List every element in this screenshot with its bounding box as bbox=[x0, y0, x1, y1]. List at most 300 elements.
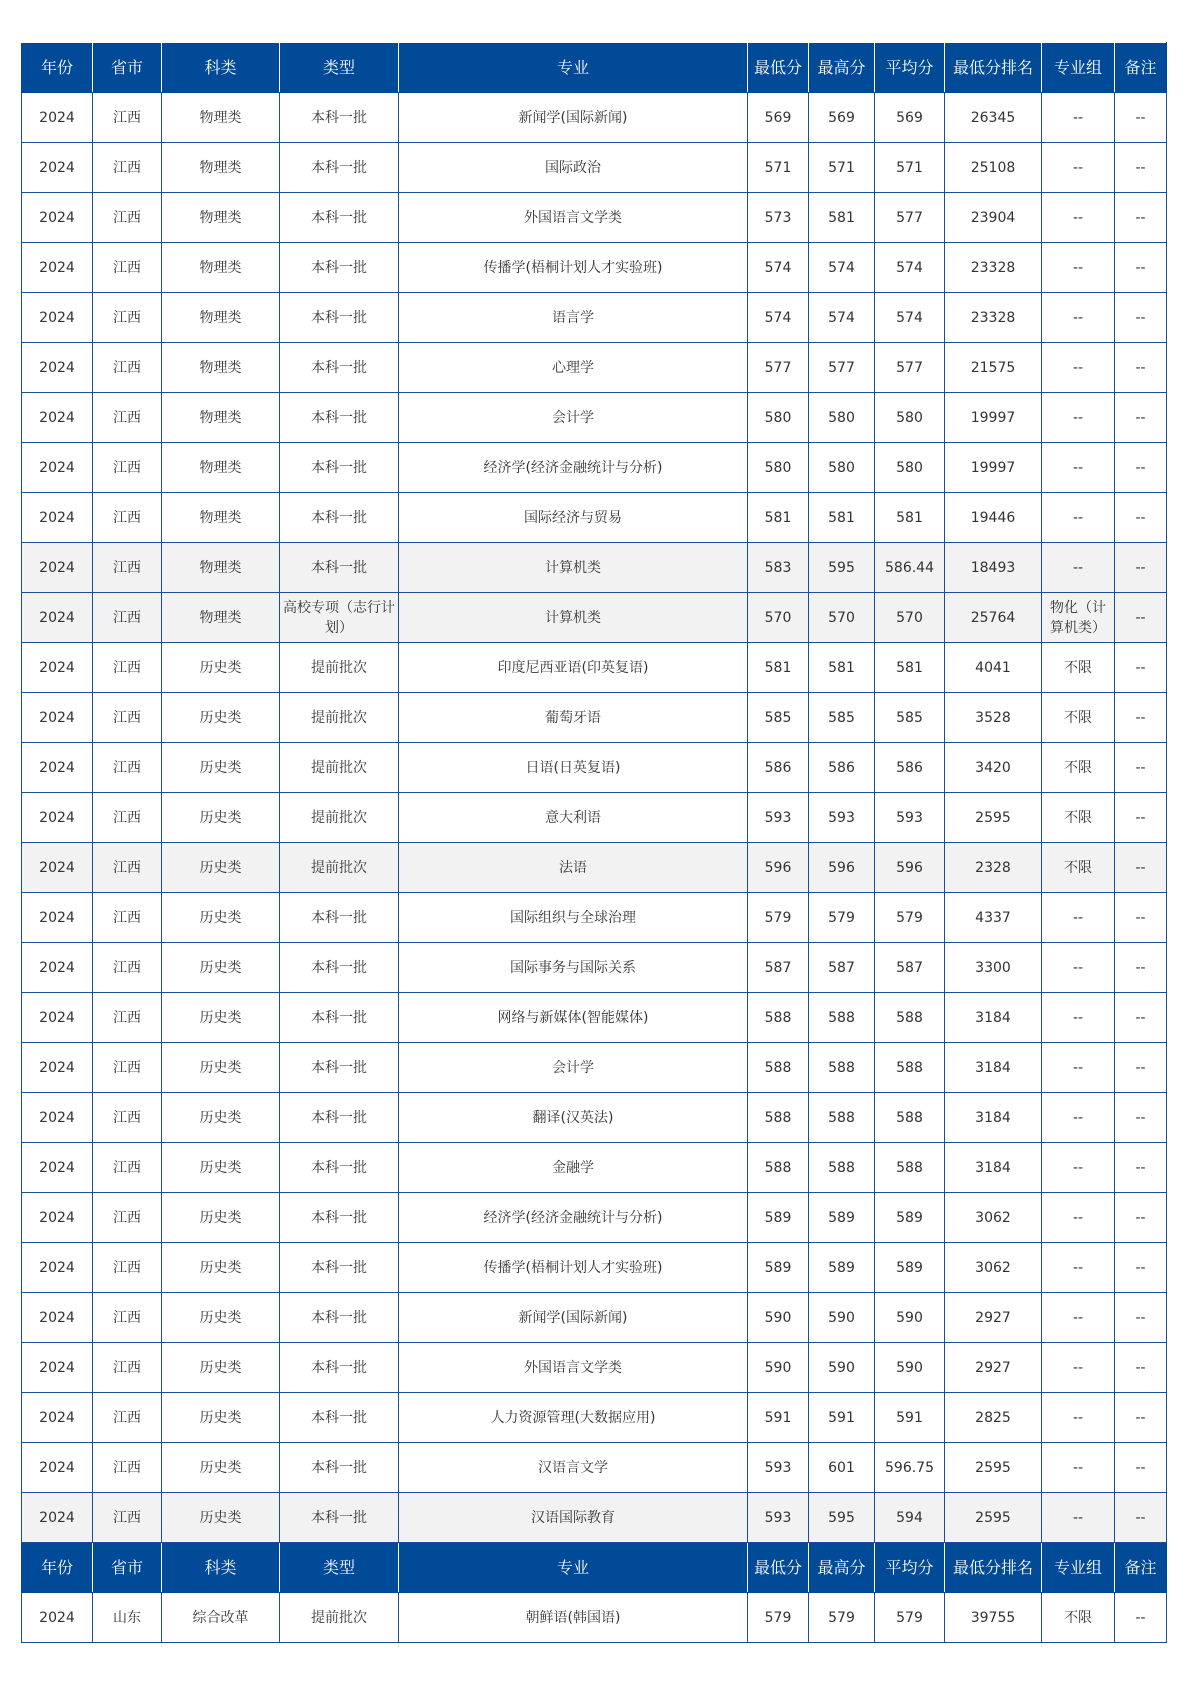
cell-major-group: -- bbox=[1042, 1343, 1115, 1393]
cell-max-score: 581 bbox=[809, 193, 875, 243]
column-header-major: 专业 bbox=[399, 1543, 748, 1593]
cell-major-group: -- bbox=[1042, 193, 1115, 243]
cell-batch: 本科一批 bbox=[280, 993, 399, 1043]
table-row bbox=[22, 1443, 1167, 1493]
cell-remarks: -- bbox=[1115, 843, 1167, 893]
cell-major-group: -- bbox=[1042, 493, 1115, 543]
cell-major-group: -- bbox=[1042, 1143, 1115, 1193]
cell-min-rank: 23328 bbox=[945, 243, 1042, 293]
cell-avg-score: 589 bbox=[875, 1243, 945, 1293]
cell-batch: 提前批次 bbox=[280, 793, 399, 843]
cell-remarks: -- bbox=[1115, 1443, 1167, 1493]
cell-subject: 历史类 bbox=[162, 693, 280, 743]
cell-min-score: 593 bbox=[748, 1443, 809, 1493]
cell-avg-score: 577 bbox=[875, 193, 945, 243]
table-row bbox=[22, 1093, 1167, 1143]
cell-major: 语言学 bbox=[399, 293, 748, 343]
cell-avg-score: 588 bbox=[875, 1043, 945, 1093]
cell-year: 2024 bbox=[22, 1093, 93, 1143]
cell-batch: 本科一批 bbox=[280, 1043, 399, 1093]
cell-min-score: 588 bbox=[748, 1143, 809, 1193]
cell-province: 江西 bbox=[93, 143, 162, 193]
table-row bbox=[22, 293, 1167, 343]
cell-subject: 历史类 bbox=[162, 1243, 280, 1293]
cell-remarks: -- bbox=[1115, 1143, 1167, 1193]
cell-province: 江西 bbox=[93, 1493, 162, 1543]
cell-min-rank: 3184 bbox=[945, 1093, 1042, 1143]
cell-major-group: -- bbox=[1042, 943, 1115, 993]
cell-min-score: 579 bbox=[748, 1593, 809, 1643]
column-header-province: 省市 bbox=[93, 1543, 162, 1593]
cell-major: 外国语言文学类 bbox=[399, 193, 748, 243]
cell-major-group: -- bbox=[1042, 293, 1115, 343]
cell-batch: 本科一批 bbox=[280, 443, 399, 493]
cell-province: 江西 bbox=[93, 843, 162, 893]
cell-avg-score: 586 bbox=[875, 743, 945, 793]
cell-max-score: 580 bbox=[809, 443, 875, 493]
cell-major: 传播学(梧桐计划人才实验班) bbox=[399, 1243, 748, 1293]
cell-year: 2024 bbox=[22, 693, 93, 743]
cell-year: 2024 bbox=[22, 393, 93, 443]
column-header-subject: 科类 bbox=[162, 43, 280, 93]
table-row bbox=[22, 1343, 1167, 1393]
cell-province: 江西 bbox=[93, 1393, 162, 1443]
admission-scores-table bbox=[21, 42, 1167, 1643]
cell-year: 2024 bbox=[22, 943, 93, 993]
cell-remarks: -- bbox=[1115, 693, 1167, 743]
table-row bbox=[22, 1043, 1167, 1093]
cell-major: 网络与新媒体(智能媒体) bbox=[399, 993, 748, 1043]
cell-subject: 历史类 bbox=[162, 1193, 280, 1243]
cell-remarks: -- bbox=[1115, 1343, 1167, 1393]
cell-avg-score: 570 bbox=[875, 593, 945, 643]
cell-avg-score: 588 bbox=[875, 1093, 945, 1143]
cell-major-group: -- bbox=[1042, 343, 1115, 393]
cell-major: 国际组织与全球治理 bbox=[399, 893, 748, 943]
cell-year: 2024 bbox=[22, 993, 93, 1043]
cell-major: 朝鲜语(韩国语) bbox=[399, 1593, 748, 1643]
cell-province: 江西 bbox=[93, 743, 162, 793]
cell-year: 2024 bbox=[22, 443, 93, 493]
cell-major-group: 不限 bbox=[1042, 793, 1115, 843]
cell-min-score: 580 bbox=[748, 393, 809, 443]
table-row bbox=[22, 93, 1167, 143]
cell-batch: 本科一批 bbox=[280, 893, 399, 943]
cell-major: 计算机类 bbox=[399, 543, 748, 593]
cell-min-rank: 3300 bbox=[945, 943, 1042, 993]
cell-province: 江西 bbox=[93, 1043, 162, 1093]
cell-major: 人力资源管理(大数据应用) bbox=[399, 1393, 748, 1443]
cell-min-rank: 3062 bbox=[945, 1193, 1042, 1243]
cell-province: 江西 bbox=[93, 1443, 162, 1493]
cell-major-group: -- bbox=[1042, 393, 1115, 443]
cell-batch: 本科一批 bbox=[280, 1143, 399, 1193]
cell-year: 2024 bbox=[22, 1293, 93, 1343]
cell-max-score: 580 bbox=[809, 393, 875, 443]
cell-min-score: 587 bbox=[748, 943, 809, 993]
column-header-major-group: 专业组 bbox=[1042, 1543, 1115, 1593]
cell-batch: 本科一批 bbox=[280, 243, 399, 293]
column-header-min-rank: 最低分排名 bbox=[945, 43, 1042, 93]
table-header-row bbox=[22, 1543, 1167, 1593]
column-header-year: 年份 bbox=[22, 43, 93, 93]
cell-batch: 本科一批 bbox=[280, 1493, 399, 1543]
cell-remarks: -- bbox=[1115, 793, 1167, 843]
cell-min-rank: 19997 bbox=[945, 393, 1042, 443]
cell-major: 新闻学(国际新闻) bbox=[399, 93, 748, 143]
cell-min-score: 596 bbox=[748, 843, 809, 893]
cell-batch: 高校专项（志行计划） bbox=[280, 593, 399, 643]
cell-major: 经济学(经济金融统计与分析) bbox=[399, 443, 748, 493]
cell-year: 2024 bbox=[22, 193, 93, 243]
cell-major: 印度尼西亚语(印英复语) bbox=[399, 643, 748, 693]
cell-max-score: 574 bbox=[809, 293, 875, 343]
cell-remarks: -- bbox=[1115, 943, 1167, 993]
cell-province: 江西 bbox=[93, 93, 162, 143]
cell-remarks: -- bbox=[1115, 293, 1167, 343]
cell-min-score: 573 bbox=[748, 193, 809, 243]
table-row bbox=[22, 443, 1167, 493]
cell-max-score: 588 bbox=[809, 1093, 875, 1143]
cell-year: 2024 bbox=[22, 493, 93, 543]
cell-min-score: 569 bbox=[748, 93, 809, 143]
cell-major: 金融学 bbox=[399, 1143, 748, 1193]
column-header-min-score: 最低分 bbox=[748, 1543, 809, 1593]
cell-min-rank: 23904 bbox=[945, 193, 1042, 243]
column-header-major-group: 专业组 bbox=[1042, 43, 1115, 93]
cell-major: 会计学 bbox=[399, 1043, 748, 1093]
cell-province: 山东 bbox=[93, 1593, 162, 1643]
cell-min-score: 585 bbox=[748, 693, 809, 743]
cell-remarks: -- bbox=[1115, 1593, 1167, 1643]
cell-remarks: -- bbox=[1115, 243, 1167, 293]
cell-major: 心理学 bbox=[399, 343, 748, 393]
cell-min-score: 581 bbox=[748, 493, 809, 543]
table-row bbox=[22, 1593, 1167, 1643]
cell-major-group: -- bbox=[1042, 993, 1115, 1043]
cell-subject: 历史类 bbox=[162, 843, 280, 893]
column-header-province: 省市 bbox=[93, 43, 162, 93]
cell-max-score: 588 bbox=[809, 993, 875, 1043]
column-header-avg-score: 平均分 bbox=[875, 1543, 945, 1593]
cell-major: 汉语言文学 bbox=[399, 1443, 748, 1493]
cell-subject: 历史类 bbox=[162, 1093, 280, 1143]
cell-avg-score: 574 bbox=[875, 243, 945, 293]
cell-max-score: 595 bbox=[809, 1493, 875, 1543]
cell-major-group: -- bbox=[1042, 93, 1115, 143]
cell-max-score: 579 bbox=[809, 893, 875, 943]
cell-max-score: 587 bbox=[809, 943, 875, 993]
table-row bbox=[22, 1243, 1167, 1293]
cell-min-rank: 19997 bbox=[945, 443, 1042, 493]
cell-year: 2024 bbox=[22, 1393, 93, 1443]
cell-province: 江西 bbox=[93, 193, 162, 243]
cell-max-score: 586 bbox=[809, 743, 875, 793]
table-row bbox=[22, 793, 1167, 843]
table-row bbox=[22, 943, 1167, 993]
cell-subject: 物理类 bbox=[162, 443, 280, 493]
cell-major-group: -- bbox=[1042, 1443, 1115, 1493]
cell-avg-score: 596 bbox=[875, 843, 945, 893]
cell-min-rank: 2328 bbox=[945, 843, 1042, 893]
cell-batch: 本科一批 bbox=[280, 1343, 399, 1393]
cell-major: 会计学 bbox=[399, 393, 748, 443]
cell-remarks: -- bbox=[1115, 1393, 1167, 1443]
cell-avg-score: 580 bbox=[875, 393, 945, 443]
cell-major-group: 不限 bbox=[1042, 1593, 1115, 1643]
cell-year: 2024 bbox=[22, 1143, 93, 1193]
cell-avg-score: 579 bbox=[875, 893, 945, 943]
cell-major: 国际经济与贸易 bbox=[399, 493, 748, 543]
cell-subject: 物理类 bbox=[162, 543, 280, 593]
cell-batch: 本科一批 bbox=[280, 93, 399, 143]
cell-subject: 历史类 bbox=[162, 1293, 280, 1343]
cell-major: 新闻学(国际新闻) bbox=[399, 1293, 748, 1343]
cell-min-score: 580 bbox=[748, 443, 809, 493]
cell-min-rank: 39755 bbox=[945, 1593, 1042, 1643]
cell-subject: 综合改革 bbox=[162, 1593, 280, 1643]
cell-province: 江西 bbox=[93, 443, 162, 493]
cell-province: 江西 bbox=[93, 943, 162, 993]
cell-min-rank: 2595 bbox=[945, 793, 1042, 843]
cell-subject: 物理类 bbox=[162, 243, 280, 293]
cell-min-rank: 3528 bbox=[945, 693, 1042, 743]
cell-major-group: 不限 bbox=[1042, 843, 1115, 893]
cell-remarks: -- bbox=[1115, 393, 1167, 443]
cell-subject: 历史类 bbox=[162, 643, 280, 693]
column-header-min-score: 最低分 bbox=[748, 43, 809, 93]
cell-major: 意大利语 bbox=[399, 793, 748, 843]
cell-avg-score: 579 bbox=[875, 1593, 945, 1643]
cell-min-score: 574 bbox=[748, 293, 809, 343]
cell-avg-score: 587 bbox=[875, 943, 945, 993]
cell-remarks: -- bbox=[1115, 1493, 1167, 1543]
cell-remarks: -- bbox=[1115, 443, 1167, 493]
cell-year: 2024 bbox=[22, 793, 93, 843]
cell-min-score: 590 bbox=[748, 1343, 809, 1393]
cell-max-score: 579 bbox=[809, 1593, 875, 1643]
cell-major-group: -- bbox=[1042, 1043, 1115, 1093]
cell-subject: 物理类 bbox=[162, 343, 280, 393]
cell-province: 江西 bbox=[93, 643, 162, 693]
cell-year: 2024 bbox=[22, 1343, 93, 1393]
cell-province: 江西 bbox=[93, 343, 162, 393]
cell-batch: 本科一批 bbox=[280, 143, 399, 193]
cell-max-score: 589 bbox=[809, 1243, 875, 1293]
cell-remarks: -- bbox=[1115, 143, 1167, 193]
table-row bbox=[22, 193, 1167, 243]
cell-max-score: 590 bbox=[809, 1343, 875, 1393]
cell-year: 2024 bbox=[22, 1243, 93, 1293]
cell-remarks: -- bbox=[1115, 493, 1167, 543]
table-row bbox=[22, 143, 1167, 193]
cell-min-score: 583 bbox=[748, 543, 809, 593]
cell-batch: 提前批次 bbox=[280, 843, 399, 893]
cell-subject: 物理类 bbox=[162, 143, 280, 193]
cell-province: 江西 bbox=[93, 793, 162, 843]
cell-avg-score: 588 bbox=[875, 1143, 945, 1193]
cell-subject: 历史类 bbox=[162, 1343, 280, 1393]
cell-min-rank: 4041 bbox=[945, 643, 1042, 693]
column-header-subject: 科类 bbox=[162, 1543, 280, 1593]
table-row bbox=[22, 693, 1167, 743]
cell-year: 2024 bbox=[22, 843, 93, 893]
cell-major-group: 不限 bbox=[1042, 643, 1115, 693]
cell-min-score: 589 bbox=[748, 1193, 809, 1243]
cell-major: 葡萄牙语 bbox=[399, 693, 748, 743]
cell-year: 2024 bbox=[22, 1443, 93, 1493]
column-header-batch: 类型 bbox=[280, 43, 399, 93]
cell-batch: 提前批次 bbox=[280, 643, 399, 693]
cell-remarks: -- bbox=[1115, 743, 1167, 793]
table-row bbox=[22, 393, 1167, 443]
cell-min-score: 574 bbox=[748, 243, 809, 293]
column-header-min-rank: 最低分排名 bbox=[945, 1543, 1042, 1593]
cell-avg-score: 589 bbox=[875, 1193, 945, 1243]
cell-year: 2024 bbox=[22, 1493, 93, 1543]
cell-major: 国际事务与国际关系 bbox=[399, 943, 748, 993]
cell-batch: 本科一批 bbox=[280, 1093, 399, 1143]
cell-province: 江西 bbox=[93, 293, 162, 343]
cell-remarks: -- bbox=[1115, 343, 1167, 393]
cell-max-score: 595 bbox=[809, 543, 875, 593]
cell-min-score: 570 bbox=[748, 593, 809, 643]
table-row bbox=[22, 593, 1167, 643]
cell-major-group: 物化（计算机类） bbox=[1042, 593, 1115, 643]
cell-major: 国际政治 bbox=[399, 143, 748, 193]
cell-avg-score: 581 bbox=[875, 493, 945, 543]
cell-major: 传播学(梧桐计划人才实验班) bbox=[399, 243, 748, 293]
cell-max-score: 571 bbox=[809, 143, 875, 193]
cell-min-rank: 2927 bbox=[945, 1343, 1042, 1393]
cell-major-group: 不限 bbox=[1042, 693, 1115, 743]
cell-major-group: -- bbox=[1042, 1193, 1115, 1243]
cell-subject: 历史类 bbox=[162, 943, 280, 993]
cell-major: 汉语国际教育 bbox=[399, 1493, 748, 1543]
cell-min-score: 571 bbox=[748, 143, 809, 193]
cell-major-group: -- bbox=[1042, 1293, 1115, 1343]
cell-major: 计算机类 bbox=[399, 593, 748, 643]
cell-major-group: -- bbox=[1042, 443, 1115, 493]
cell-remarks: -- bbox=[1115, 643, 1167, 693]
cell-batch: 本科一批 bbox=[280, 943, 399, 993]
cell-min-rank: 21575 bbox=[945, 343, 1042, 393]
cell-year: 2024 bbox=[22, 93, 93, 143]
cell-major-group: -- bbox=[1042, 1093, 1115, 1143]
cell-batch: 本科一批 bbox=[280, 1443, 399, 1493]
column-header-major: 专业 bbox=[399, 43, 748, 93]
cell-remarks: -- bbox=[1115, 193, 1167, 243]
cell-avg-score: 586.44 bbox=[875, 543, 945, 593]
cell-max-score: 581 bbox=[809, 643, 875, 693]
column-header-remarks: 备注 bbox=[1115, 43, 1167, 93]
table-row bbox=[22, 993, 1167, 1043]
cell-major: 外国语言文学类 bbox=[399, 1343, 748, 1393]
cell-min-rank: 25108 bbox=[945, 143, 1042, 193]
cell-year: 2024 bbox=[22, 643, 93, 693]
cell-subject: 历史类 bbox=[162, 793, 280, 843]
cell-province: 江西 bbox=[93, 1243, 162, 1293]
cell-avg-score: 594 bbox=[875, 1493, 945, 1543]
cell-min-rank: 2595 bbox=[945, 1493, 1042, 1543]
cell-major-group: -- bbox=[1042, 543, 1115, 593]
cell-batch: 本科一批 bbox=[280, 493, 399, 543]
cell-min-rank: 19446 bbox=[945, 493, 1042, 543]
table-row bbox=[22, 1143, 1167, 1193]
cell-major: 经济学(经济金融统计与分析) bbox=[399, 1193, 748, 1243]
cell-subject: 历史类 bbox=[162, 1443, 280, 1493]
cell-remarks: -- bbox=[1115, 1293, 1167, 1343]
table-row bbox=[22, 343, 1167, 393]
cell-min-score: 588 bbox=[748, 1043, 809, 1093]
cell-remarks: -- bbox=[1115, 1243, 1167, 1293]
cell-subject: 物理类 bbox=[162, 93, 280, 143]
cell-batch: 本科一批 bbox=[280, 543, 399, 593]
cell-province: 江西 bbox=[93, 1093, 162, 1143]
cell-major-group: -- bbox=[1042, 243, 1115, 293]
cell-avg-score: 571 bbox=[875, 143, 945, 193]
cell-min-rank: 26345 bbox=[945, 93, 1042, 143]
cell-year: 2024 bbox=[22, 343, 93, 393]
cell-avg-score: 590 bbox=[875, 1343, 945, 1393]
cell-batch: 提前批次 bbox=[280, 693, 399, 743]
cell-min-rank: 25764 bbox=[945, 593, 1042, 643]
cell-year: 2024 bbox=[22, 293, 93, 343]
table-row bbox=[22, 643, 1167, 693]
cell-subject: 历史类 bbox=[162, 1493, 280, 1543]
cell-remarks: -- bbox=[1115, 543, 1167, 593]
cell-avg-score: 591 bbox=[875, 1393, 945, 1443]
table-row bbox=[22, 543, 1167, 593]
cell-min-rank: 3420 bbox=[945, 743, 1042, 793]
cell-province: 江西 bbox=[93, 393, 162, 443]
cell-min-rank: 3184 bbox=[945, 993, 1042, 1043]
table-row bbox=[22, 243, 1167, 293]
cell-province: 江西 bbox=[93, 1193, 162, 1243]
cell-max-score: 585 bbox=[809, 693, 875, 743]
table-row bbox=[22, 843, 1167, 893]
cell-province: 江西 bbox=[93, 893, 162, 943]
cell-min-rank: 2927 bbox=[945, 1293, 1042, 1343]
cell-max-score: 588 bbox=[809, 1143, 875, 1193]
cell-major-group: 不限 bbox=[1042, 743, 1115, 793]
cell-major-group: -- bbox=[1042, 143, 1115, 193]
cell-province: 江西 bbox=[93, 693, 162, 743]
cell-max-score: 577 bbox=[809, 343, 875, 393]
cell-batch: 本科一批 bbox=[280, 1243, 399, 1293]
table-row bbox=[22, 893, 1167, 943]
cell-avg-score: 585 bbox=[875, 693, 945, 743]
cell-batch: 本科一批 bbox=[280, 1393, 399, 1443]
cell-year: 2024 bbox=[22, 1043, 93, 1093]
cell-remarks: -- bbox=[1115, 893, 1167, 943]
cell-max-score: 581 bbox=[809, 493, 875, 543]
cell-subject: 物理类 bbox=[162, 293, 280, 343]
cell-subject: 历史类 bbox=[162, 1043, 280, 1093]
cell-avg-score: 590 bbox=[875, 1293, 945, 1343]
table-header-row bbox=[22, 43, 1167, 93]
cell-subject: 历史类 bbox=[162, 1143, 280, 1193]
cell-avg-score: 574 bbox=[875, 293, 945, 343]
cell-max-score: 570 bbox=[809, 593, 875, 643]
cell-batch: 本科一批 bbox=[280, 393, 399, 443]
cell-max-score: 588 bbox=[809, 1043, 875, 1093]
cell-major-group: -- bbox=[1042, 1393, 1115, 1443]
cell-major-group: -- bbox=[1042, 893, 1115, 943]
cell-min-score: 588 bbox=[748, 993, 809, 1043]
column-header-avg-score: 平均分 bbox=[875, 43, 945, 93]
column-header-remarks: 备注 bbox=[1115, 1543, 1167, 1593]
